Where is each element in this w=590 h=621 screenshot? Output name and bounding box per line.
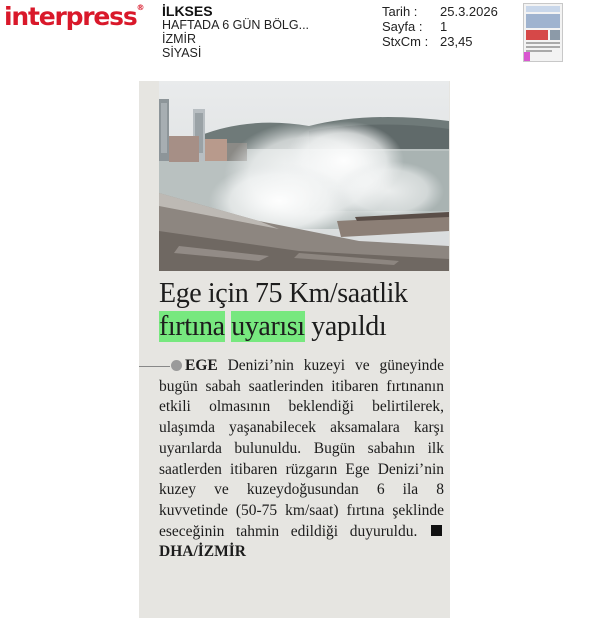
meta-label: Tarih :	[382, 4, 418, 19]
headline-line1: Ege için 75 Km/saatlik	[159, 278, 408, 309]
lead-word: EGE	[185, 357, 218, 374]
publication-info	[162, 4, 309, 60]
article-title: HAFTADA 6 GÜN BÖLG...	[162, 18, 310, 32]
article-clipping	[139, 81, 450, 618]
meta-value: 23,45	[440, 34, 473, 49]
byline: DHA/İZMİR	[159, 543, 246, 561]
meta-label: StxCm :	[382, 34, 429, 49]
meta-row-page	[382, 19, 498, 34]
metadata-table	[382, 4, 498, 49]
headline-line2-end: yapıldı	[311, 311, 387, 342]
meta-row-stxcm	[382, 34, 498, 49]
lead-rule	[139, 366, 170, 367]
registered-mark: ®	[136, 3, 145, 12]
meta-label: Sayfa :	[382, 19, 423, 34]
headline-highlight-2: uyarısı	[231, 311, 305, 342]
interpress-logo	[4, 4, 145, 29]
storm-waves-photo	[159, 81, 449, 271]
meta-row-date	[382, 4, 498, 19]
bullet-icon	[171, 360, 182, 371]
headline-highlight-1: fırtına	[159, 311, 225, 342]
article-headline	[159, 277, 449, 343]
category-label: SİYASİ	[162, 46, 202, 60]
body-text: Denizi’nin kuzeyi ve güneyinde bugün sabah saatlerinden itibaren fırtınanın etkili olmasının beklendiği belirtilerek, ulaşımda yaşanabilecek aksamalara karşı uyarılarda bulunuldu. Bugün sabahın ilk saatlerden itibaren rüzgarın Ege Denizi’nin kuzey ve kuzeydoğusundan 6 ila 8 kuvvetinde (50-75 km/saat) fırtına şeklinde eseceğinin tahmin edildiği duyuruldu.	[159, 357, 445, 540]
article-body	[159, 356, 444, 563]
meta-value: 1	[440, 19, 448, 34]
publication-name: İLKSES	[162, 3, 213, 19]
page-thumbnail[interactable]	[523, 3, 563, 62]
end-square-icon	[431, 525, 442, 536]
meta-value: 25.3.2026	[440, 4, 498, 19]
logo-text: interpress	[4, 2, 137, 31]
city-label: İZMİR	[162, 32, 197, 46]
